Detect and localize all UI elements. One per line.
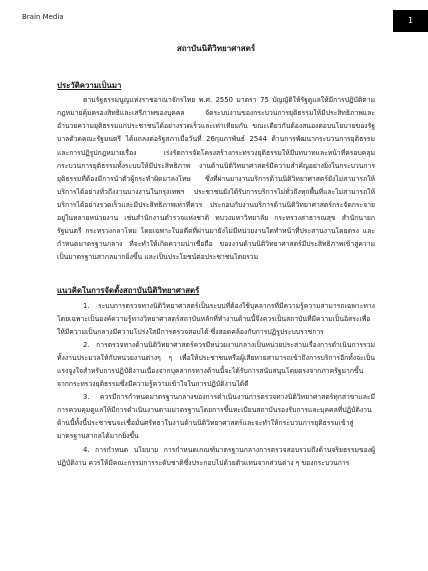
- history-heading: ประวัติความเป็นมา: [57, 81, 122, 91]
- concept-item-3: 3. ควรมีการกำหนดมาตรฐานกลางของการดำเนินงานการตรวจทางนิติวิทยาศาสตร์ทุกสาขาและมีการควบคุมดูแลให้มีการดำเนินงานตามมาตรฐานโดยการขึ้นทะเบียนสถาบันรองรับการและบุคคลที่ปฏิบัติงานด้านนี้ทั้งนี้ประชาชนจะเชื่อมั่นศรัทธาในงานด้านนิติวิทยาศาสตร์และจะทำให้กระบวนการยุติธรรมเข้าสู่มาตรฐานสากลได้มากยิ่งขึ้น: [57, 393, 375, 441]
- history-paragraph: ตามรัฐธรรมนูญแห่งราชอาณาจักรไทย พ.ศ. 2550 มาตรา 75 บัญญัติให้รัฐดูแลให้มีการปฏิบัติตามกฎหมายคุ้มครองสิทธิและเสรีภาพของบุคคล จัดระบบงานของกระบวนการยุติธรรมให้มีประสิทธิภาพและอำนวยความยุติธรรมแก่ประชาชนได้อย่างรวดเร็วและเท่าเทียมกัน ขณะเดียวกันต้องสนองตอบนโยบายของรัฐบาลตัวดคณะรัฐมนตรี ได้แถลงต่อรัฐสภาเมื่อวันที่ 26กุมภาพันธ์ 2544 ด้านการพัฒนากระบวนการยุติธรรมและการปฏิรูปกฎหมายเรื่อง เร่งรัดการจัดโครงสร้างกระทรวงยุติธรรมให้มีบทบาทและหน้าที่ครอบคลุมกระบวนการยุติธรรมทั้งระบบให้มีประสิทธิภาพ งานด้านนิติวิทยาศาสตร์มีความสำคัญอย่างยิ่งในกระบวนการยุติธรรมที่ต้องมีการนำตัวผู้กระทำผิดมาลงโทษ ซึ่งที่ผ่านมางานบริการด้านนิติวิทยาศาสตร์ยังไม่สามารถให้บริการได้อย่างทั่วถึงงานบางงานในกรุงเทพฯ ประชาชนยังได้รับการบริการไม่ทั่วถึงทุกพื้นที่และไม่สามารถให้บริการได้อย่างรวดเร็วและมีประสิทธิภาพเท่าที่ควร ประกอบกับงานบริการด้านนิติวิทยาศาสตร์กระจัดกระจายอยู่ในหลายหน่วยงาน เช่นสำนักงานตำรวจแห่งชาติ ทบวงมหาวิทยาลัย กระทรวงสาธารณสุข สำนักนายกรัฐมนตรี กระทรวงกลาโหม โดยเฉพาะในอดีตที่ผ่านมายังไม่มีหน่วยงานใดทำหน้าที่ประสานงานโดยตรง และกำหนดมาตรฐานกลาง ที่จะทำให้เกิดความน่าเชื่อถือ ของงานด้านนิติวิทยาศาสตร์มีประสิทธิภาพเข้าสู่ความเป็นมาตรฐานสากลมากยิ่งขึ้น และเป็นประโยชน์ต่อประชาชนโดยรวม: [57, 96, 375, 262]
- document-body: [57, 36, 375, 470]
- document-title: สถาบันนิติวิทยาศาสตร์: [176, 44, 256, 53]
- brand-name: Brain Media: [22, 13, 64, 21]
- concept-item-2: 2. การตรวจทางด้านนิติวิทยาศาสตร์ควรมีหน่วยงานกลางเป็นหน่วยประสานเรื่องการดำเนินการรวมทั้งงานประมวลให้กับหน่วยงานต่างๆ ๆ เพื่อให้ประชาชนหรือผู้เสียหายสามารถเข้าถึงการบริการอีกทั้งจะเป็นแรงจูงใจสำหรับการปฏิบัติงานเนื่องจากบุคลากรทางด้านนี้จะได้รับการสนับสนุนโดยตรงจากภาครัฐมากขึ้นจากกระทรวงยุติธรรมซึ่งมีความรู้ความเข้าใจในการปฏิบัติงานได้ดี: [57, 340, 375, 389]
- page-header: [0, 0, 428, 36]
- section-spacer: [57, 264, 375, 284]
- page-number-badge: 1: [393, 10, 428, 32]
- concept-item-1: 1. ระบบการตรวจทางนิติวิทยาศาสตร์เป็นระบบที่ต้องใช้บุคลากรที่มีความรู้ความสามารถเฉพาะทางโดยเฉพาะเป็นองค์ความรู้ทางวิทยาศาสตร์สถาบันหลักที่ทำงานด้านนี้จึงควรเป็นสถาบันที่มีความเป็นอิสระเพื่อให้มีความเป็นกลางมีความโปร่งใสมีการตรวจสอบได้ ซึ่งสอดคล้องกับการปฏิรูประบบราชการ: [57, 301, 375, 336]
- concept-item-4: 4. การกำหนด นโยบาย การกำหนดเกณฑ์มาตรฐานกลางการตรวจสอบรวมถึงด้านจริยธรรมของผู้ปฏิบัติงาน ควรให้มีคณะกรรมการระดับชาติซึ่งประกอบไปด้วยตัวแทนจากส่วนต่าง ๆ ของกระบวนการ: [57, 445, 375, 467]
- concept-heading: แนวคิดในการจัดตั้งสถาบันนิติวิทยาศาสตร์: [57, 286, 200, 296]
